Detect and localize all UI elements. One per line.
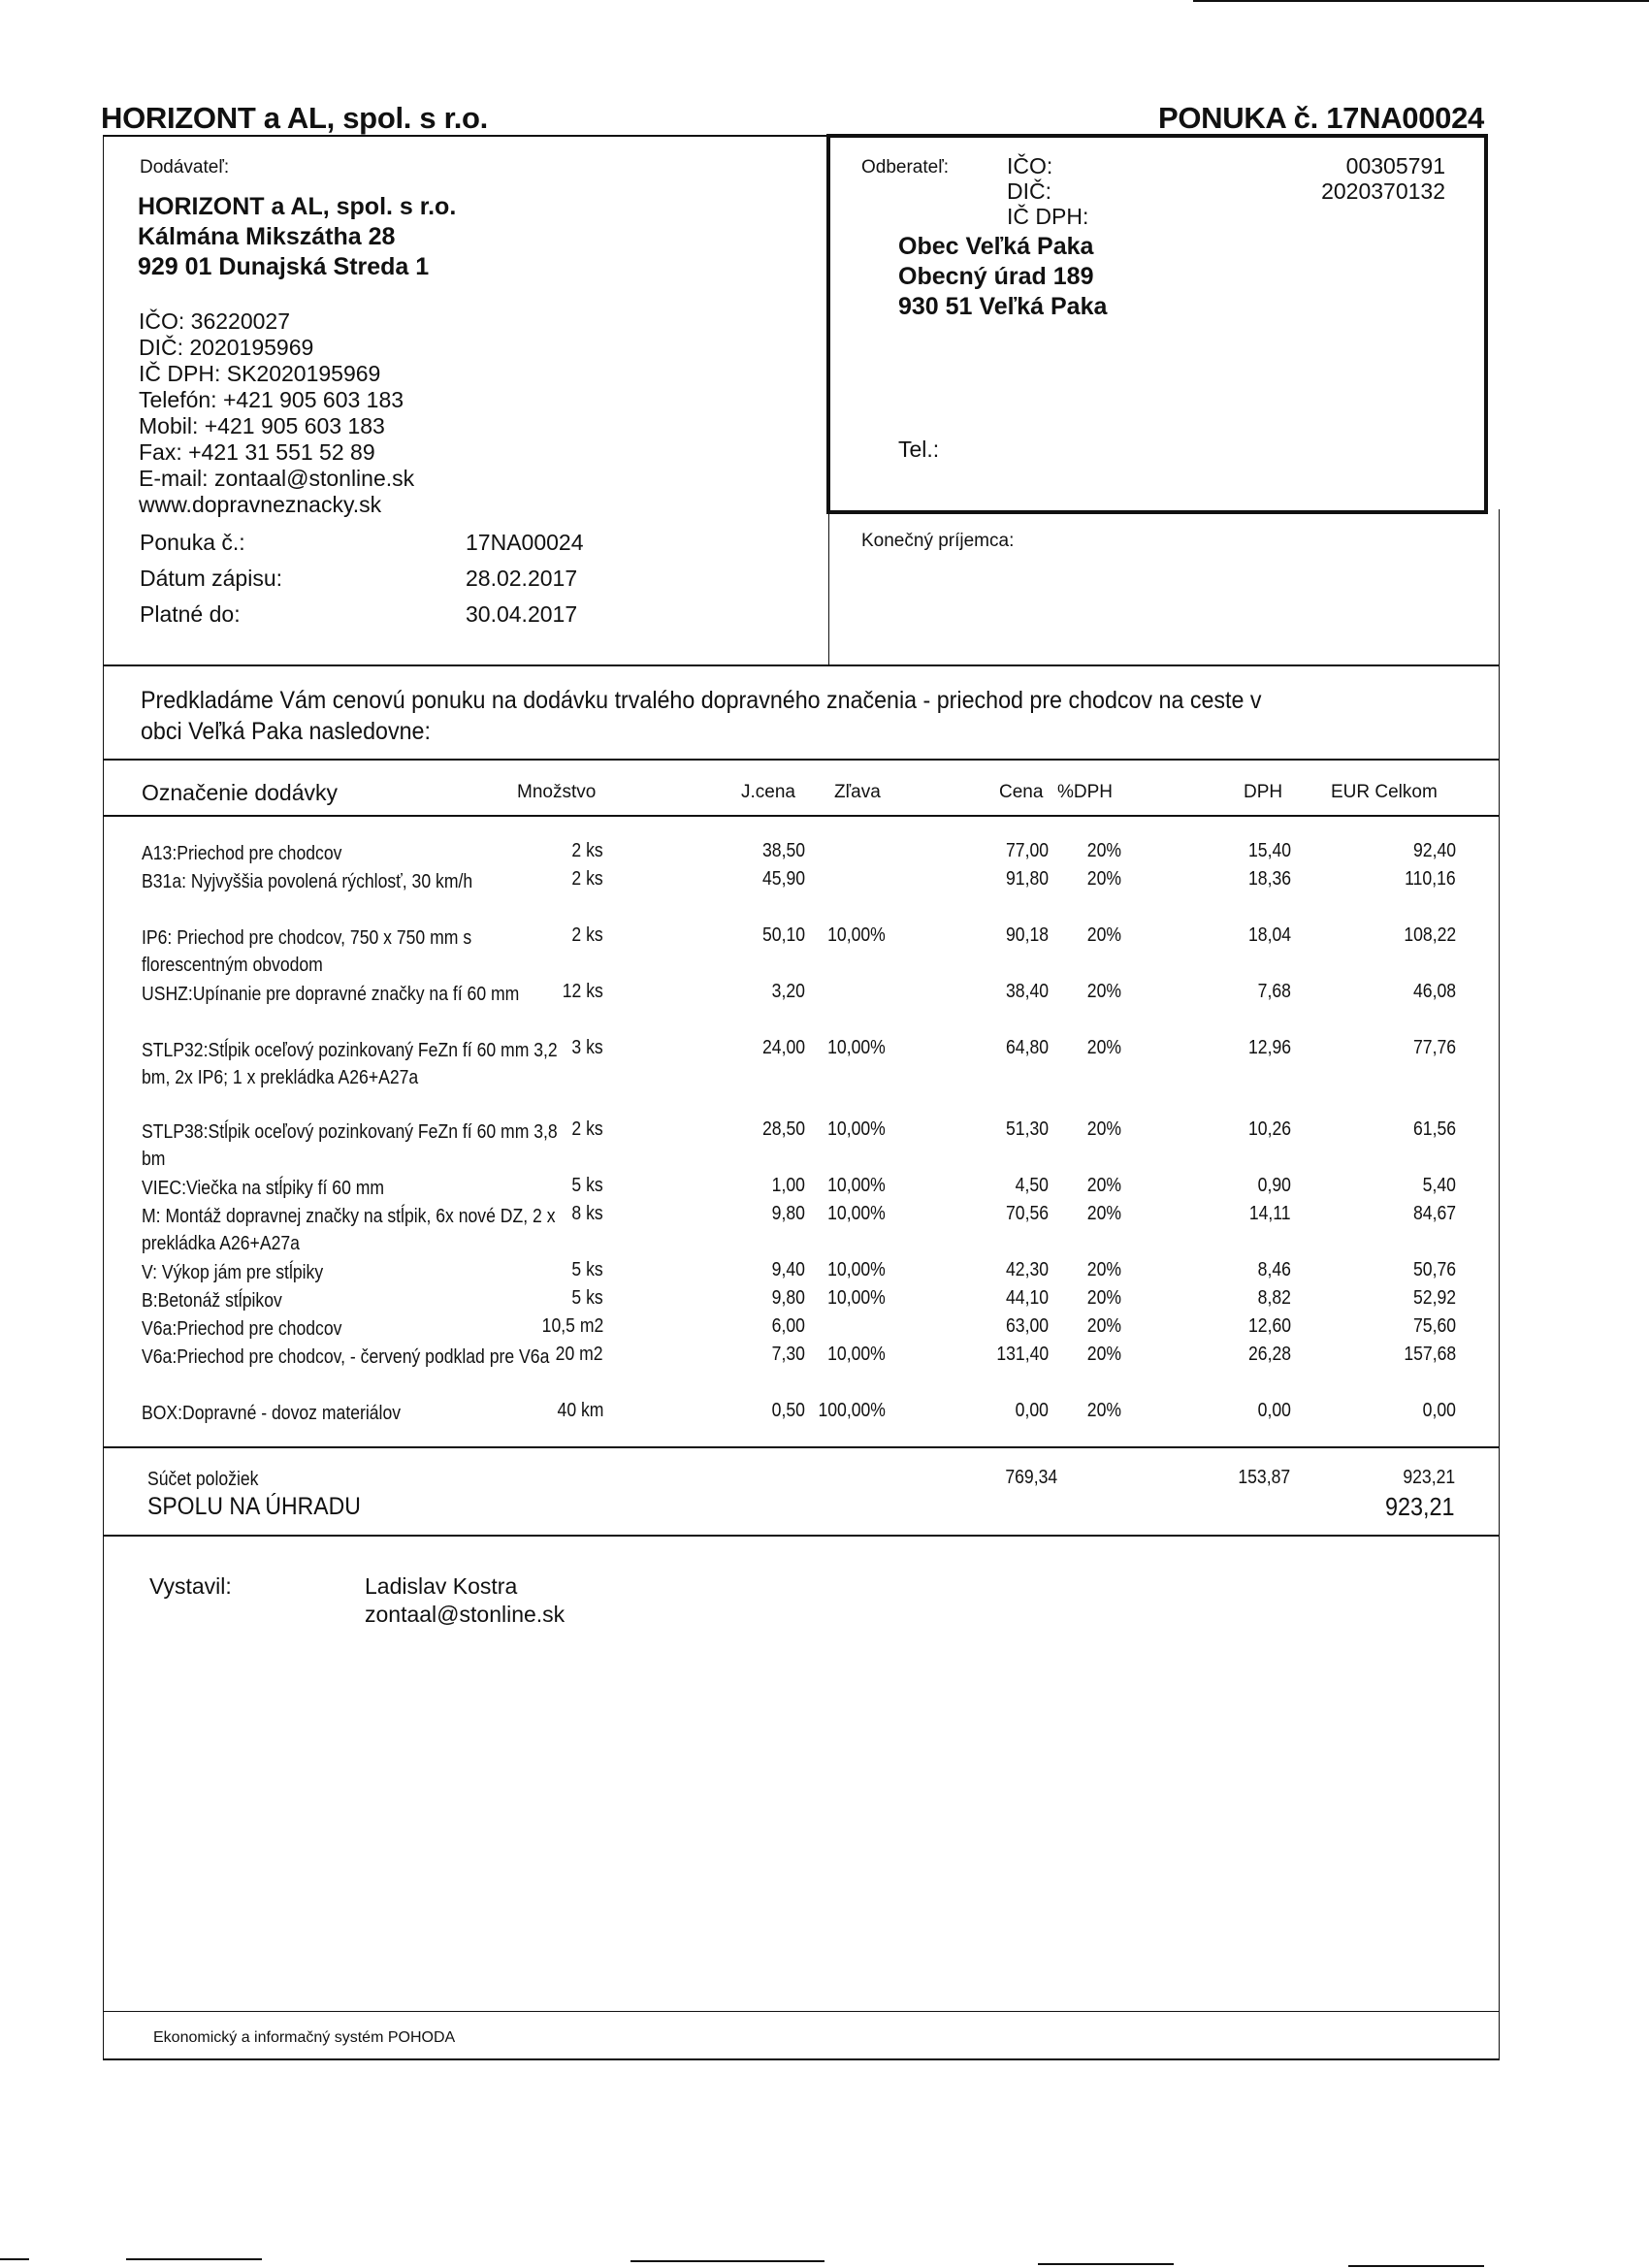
row-unit-price: 24,00 — [761, 1037, 805, 1058]
col-header-vat: DPH — [1244, 782, 1283, 802]
row-price: 4,50 — [1015, 1175, 1049, 1196]
row-discount: 10,00% — [827, 1287, 886, 1309]
sum-price: 769,34 — [1005, 1467, 1057, 1488]
row-quantity: 5 ks — [571, 1175, 603, 1196]
row-quantity: 8 ks — [571, 1203, 603, 1224]
customer-ico-label: IČO: — [1007, 153, 1053, 178]
customer-dic-label: DIČ: — [1007, 178, 1051, 204]
row-price: 38,40 — [1005, 981, 1049, 1002]
row-unit-price: 38,50 — [761, 840, 805, 861]
row-vat-rate: 20% — [1086, 1315, 1121, 1337]
row-unit-price: 9,40 — [771, 1259, 805, 1280]
row-vat-rate: 20% — [1086, 868, 1121, 890]
sum-vat: 153,87 — [1238, 1467, 1290, 1488]
row-price: 42,30 — [1005, 1259, 1049, 1280]
row-vat: 8,82 — [1257, 1287, 1291, 1309]
amount-due-label: SPOLU NA ÚHRADU — [147, 1493, 361, 1520]
row-total: 84,67 — [1412, 1203, 1456, 1224]
customer-ic-dph-label: IČ DPH: — [1007, 204, 1089, 229]
row-discount: 10,00% — [827, 1118, 886, 1140]
row-total: 77,76 — [1412, 1037, 1456, 1058]
row-discount: 10,00% — [827, 1037, 886, 1058]
row-quantity: 5 ks — [571, 1287, 603, 1309]
sum-label: Súčet položiek — [147, 1469, 259, 1490]
row-quantity: 2 ks — [571, 868, 603, 890]
totals-top-line — [103, 1446, 1500, 1448]
row-vat-rate: 20% — [1086, 1203, 1121, 1224]
row-description: VIEC:Viečka na stĺpiky fí 60 mm — [142, 1178, 385, 1199]
row-unit-price: 0,50 — [771, 1400, 805, 1421]
row-description: STLP38:Stĺpik oceľový pozinkovaný FeZn fí 60 mm 3,8 bm — [142, 1121, 558, 1170]
section-line-1 — [103, 664, 1500, 666]
sum-total: 923,21 — [1403, 1467, 1455, 1488]
col-header-price: Cena — [999, 782, 1044, 802]
valid-until-label: Platné do: — [140, 601, 241, 627]
row-unit-price: 6,00 — [771, 1315, 805, 1337]
issuer-label: Vystavil: — [149, 1573, 232, 1599]
row-description: V6a:Priechod pre chodcov — [142, 1318, 342, 1340]
offer-number-label: Ponuka č.: — [140, 530, 245, 555]
row-total: 108,22 — [1404, 924, 1456, 946]
row-vat-rate: 20% — [1086, 1118, 1121, 1140]
entry-date-value: 28.02.2017 — [466, 566, 578, 591]
amount-due-total: 923,21 — [1385, 1492, 1455, 1521]
col-header-quantity: Množstvo — [517, 782, 597, 802]
row-quantity: 2 ks — [571, 924, 603, 946]
footer-top-line — [103, 2011, 1500, 2012]
row-unit-price: 9,80 — [771, 1203, 805, 1224]
row-vat-rate: 20% — [1086, 1259, 1121, 1280]
row-vat: 12,60 — [1247, 1315, 1291, 1337]
col-header-description: Označenie dodávky — [142, 780, 339, 805]
row-vat-rate: 20% — [1086, 840, 1121, 861]
row-unit-price: 28,50 — [761, 1118, 805, 1140]
row-price: 77,00 — [1005, 840, 1049, 861]
supplier-city: 929 01 Dunajská Streda 1 — [138, 253, 430, 280]
row-description: IP6: Priechod pre chodcov, 750 x 750 mm s florescentným obvodom — [142, 927, 472, 976]
row-total: 5,40 — [1422, 1175, 1456, 1196]
row-vat: 18,36 — [1247, 868, 1291, 890]
row-vat-rate: 20% — [1086, 1037, 1121, 1058]
section-line-2 — [103, 759, 1500, 761]
intro-text-line-1: Predkladáme Vám cenovú ponuku na dodávku trvalého dopravného značenia - priechod pre chodcov na ceste v — [141, 687, 1262, 714]
row-total: 157,68 — [1404, 1344, 1456, 1365]
row-quantity: 5 ks — [571, 1259, 603, 1280]
row-vat-rate: 20% — [1086, 1287, 1121, 1309]
row-vat: 26,28 — [1247, 1344, 1291, 1365]
col-header-total: EUR Celkom — [1331, 782, 1438, 802]
row-description: V: Výkop jám pre stĺpiky — [142, 1262, 324, 1283]
row-vat: 18,04 — [1247, 924, 1291, 946]
customer-tel-label: Tel.: — [898, 437, 940, 462]
row-total: 61,56 — [1412, 1118, 1456, 1140]
row-discount: 10,00% — [827, 924, 886, 946]
table-header-line — [103, 815, 1500, 817]
customer-street: Obecný úrad 189 — [898, 263, 1094, 290]
row-vat: 15,40 — [1247, 840, 1291, 861]
row-description: STLP32:Stĺpik oceľový pozinkovaný FeZn fí 60 mm 3,2 bm, 2x IP6; 1 x prekládka A26+A27a — [142, 1040, 558, 1088]
row-price: 64,80 — [1005, 1037, 1049, 1058]
offer-number-value: 17NA00024 — [466, 530, 584, 555]
row-total: 0,00 — [1422, 1400, 1456, 1421]
row-quantity: 2 ks — [571, 840, 603, 861]
supplier-street: Kálmána Mikszátha 28 — [138, 223, 396, 250]
row-total: 50,76 — [1412, 1259, 1456, 1280]
supplier-phone: Telefón: +421 905 603 183 — [139, 387, 404, 412]
row-price: 90,18 — [1005, 924, 1049, 946]
scan-artifact-line — [630, 2260, 824, 2262]
scan-artifact-line — [1038, 2263, 1174, 2265]
row-description: BOX:Dopravné - dovoz materiálov — [142, 1403, 402, 1424]
row-price: 131,40 — [996, 1344, 1049, 1365]
row-price: 63,00 — [1005, 1315, 1049, 1337]
row-vat-rate: 20% — [1086, 981, 1121, 1002]
col-header-vat-rate: %DPH — [1057, 782, 1114, 802]
row-price: 51,30 — [1005, 1118, 1049, 1140]
row-vat-rate: 20% — [1086, 1175, 1121, 1196]
row-unit-price: 1,00 — [771, 1175, 805, 1196]
row-discount: 10,00% — [827, 1203, 886, 1224]
row-quantity: 12 ks — [562, 981, 603, 1002]
supplier-mobile: Mobil: +421 905 603 183 — [139, 413, 385, 438]
row-discount: 10,00% — [827, 1344, 886, 1365]
row-vat: 7,68 — [1257, 981, 1291, 1002]
intro-text-line-2: obci Veľká Paka nasledovne: — [141, 718, 431, 745]
supplier-label: Dodávateľ: — [140, 157, 230, 178]
row-vat: 0,00 — [1257, 1400, 1291, 1421]
row-quantity: 3 ks — [571, 1037, 603, 1058]
customer-ico-value: 00305791 — [1345, 153, 1445, 178]
row-description: B31a: Nyjvyššia povolená rýchlosť, 30 km/h — [142, 871, 473, 892]
row-vat: 8,46 — [1257, 1259, 1291, 1280]
customer-name: Obec Veľká Paka — [898, 233, 1094, 260]
customer-dic-value: 2020370132 — [1321, 178, 1445, 204]
footer-system-text: Ekonomický a informačný systém POHODA — [153, 2029, 456, 2046]
row-unit-price: 3,20 — [771, 981, 805, 1002]
company-title: HORIZONT a AL, spol. s r.o. — [101, 101, 488, 135]
row-description: M: Montáž dopravnej značky na stĺpik, 6x nové DZ, 2 x prekládka A26+A27a — [142, 1206, 556, 1254]
row-price: 70,56 — [1005, 1203, 1049, 1224]
row-price: 44,10 — [1005, 1287, 1049, 1309]
supplier-name: HORIZONT a AL, spol. s r.o. — [138, 193, 457, 220]
row-unit-price: 50,10 — [761, 924, 805, 946]
supplier-fax: Fax: +421 31 551 52 89 — [139, 439, 375, 465]
row-vat: 0,90 — [1257, 1175, 1291, 1196]
valid-until-value: 30.04.2017 — [466, 601, 578, 627]
row-price: 91,80 — [1005, 868, 1049, 890]
row-vat: 12,96 — [1247, 1037, 1291, 1058]
frame-left-line — [103, 135, 104, 2060]
row-price: 0,00 — [1015, 1400, 1049, 1421]
supplier-email: E-mail: zontaal@stonline.sk — [139, 466, 415, 491]
row-quantity: 20 m2 — [556, 1344, 603, 1365]
recipient-divider-line — [828, 509, 829, 666]
footer-bottom-line — [103, 2058, 1500, 2060]
scan-artifact-line — [126, 2258, 262, 2260]
scan-artifact-line — [1193, 0, 1649, 2]
row-description: A13:Priechod pre chodcov — [142, 843, 342, 864]
final-recipient-label: Konečný príjemca: — [861, 531, 1015, 551]
issuer-name: Ladislav Kostra — [365, 1573, 518, 1599]
frame-top-line — [103, 135, 828, 137]
row-discount: 100,00% — [818, 1400, 886, 1421]
row-discount: 10,00% — [827, 1259, 886, 1280]
row-unit-price: 9,80 — [771, 1287, 805, 1309]
row-vat: 14,11 — [1249, 1203, 1291, 1224]
row-unit-price: 45,90 — [761, 868, 805, 890]
row-total: 75,60 — [1412, 1315, 1456, 1337]
row-description: B:Betonáž stĺpikov — [142, 1290, 282, 1312]
row-quantity: 40 km — [557, 1400, 603, 1421]
row-total: 52,92 — [1412, 1287, 1456, 1309]
row-quantity: 2 ks — [571, 1118, 603, 1140]
customer-label: Odberateľ: — [861, 157, 950, 178]
row-description: USHZ:Upínanie pre dopravné značky na fí 60 mm — [142, 984, 520, 1005]
scan-artifact-line — [0, 2258, 29, 2260]
supplier-web: www.dopravneznacky.sk — [139, 492, 382, 517]
row-vat-rate: 20% — [1086, 1344, 1121, 1365]
scan-artifact-line — [1348, 2265, 1484, 2267]
row-discount: 10,00% — [827, 1175, 886, 1196]
row-vat: 10,26 — [1247, 1118, 1291, 1140]
issuer-email: zontaal@stonline.sk — [365, 1602, 566, 1627]
frame-right-line — [1499, 509, 1500, 2060]
row-quantity: 10,5 m2 — [541, 1315, 603, 1337]
supplier-ic-dph: IČ DPH: SK2020195969 — [139, 361, 381, 386]
row-total: 46,08 — [1412, 981, 1456, 1002]
document-title: PONUKA č. 17NA00024 — [1157, 101, 1484, 135]
row-total: 92,40 — [1412, 840, 1456, 861]
customer-city: 930 51 Veľká Paka — [898, 293, 1108, 320]
row-unit-price: 7,30 — [771, 1344, 805, 1365]
supplier-dic: DIČ: 2020195969 — [139, 335, 314, 360]
row-vat-rate: 20% — [1086, 1400, 1121, 1421]
row-vat-rate: 20% — [1086, 924, 1121, 946]
col-header-discount: Zľava — [834, 782, 881, 802]
supplier-ico: IČO: 36220027 — [139, 308, 291, 334]
totals-bottom-line — [103, 1535, 1500, 1537]
row-description: V6a:Priechod pre chodcov, - červený podklad pre V6a — [142, 1346, 550, 1368]
row-total: 110,16 — [1405, 868, 1456, 890]
entry-date-label: Dátum zápisu: — [140, 566, 283, 591]
col-header-unit-price: J.cena — [741, 782, 795, 802]
